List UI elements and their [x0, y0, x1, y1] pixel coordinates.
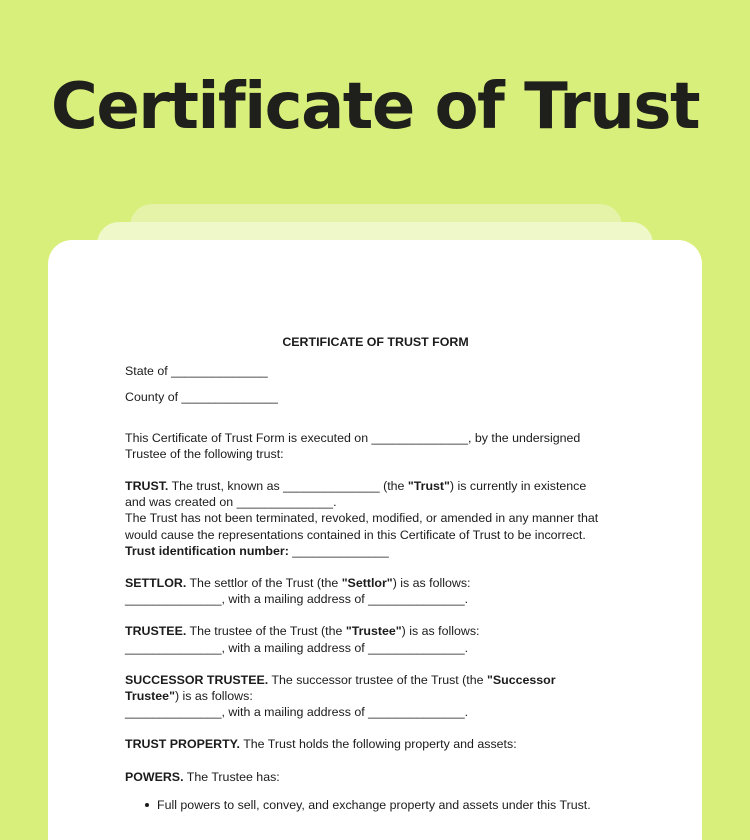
state-line: State of ______________ [125, 364, 268, 379]
trust-line-2: and was created on ______________. [125, 495, 337, 510]
trust-id-line [125, 543, 626, 559]
trustee-text: The trustee of the Trust (the [186, 624, 346, 639]
settlor-line-2: ______________, with a mailing address of ______________. [125, 592, 469, 607]
settlor-defined-term: "Settlor" [341, 576, 393, 591]
property-heading: TRUST PROPERTY. [125, 737, 240, 752]
trust-line-4: would cause the representations contained in this Certificate of Trust to be incorrect. [125, 527, 586, 542]
executed-paragraph [125, 430, 626, 462]
successor-text-end: ) is as follows: [174, 689, 253, 704]
executed-line-1: This Certificate of Trust Form is executed on ______________, by the undersigned [125, 430, 581, 445]
county-line: County of ______________ [125, 390, 278, 405]
powers-section [125, 769, 626, 813]
trustee-line-1 [125, 623, 626, 639]
settlor-text: The settlor of the Trust (the [186, 576, 342, 591]
executed-line-2: Trustee of the following trust: [125, 446, 284, 461]
document-body [125, 334, 626, 813]
trustee-heading: TRUSTEE. [125, 624, 187, 639]
successor-defined-term: "Successor [486, 672, 556, 687]
trustee-defined-term: "Trustee" [345, 624, 402, 639]
powers-line [125, 769, 626, 785]
powers-text: The Trustee has: [183, 769, 280, 784]
trust-line-3: The Trust has not been terminated, revoked, modified, or amended in any manner that [125, 511, 599, 526]
trust-heading: TRUST. [125, 479, 169, 494]
trust-defined-term: "Trust" [407, 479, 450, 494]
successor-line-3: ______________, with a mailing address of ______________. [125, 705, 469, 720]
trust-text: The trust, known as ______________ (the [168, 479, 408, 494]
property-section [125, 736, 626, 752]
page-headline: Certificate of Trust [50, 70, 700, 144]
property-text: The Trust holds the following property and assets: [239, 737, 517, 752]
trustee-section [125, 623, 626, 655]
successor-defined-term-end: Trustee" [125, 689, 175, 704]
powers-heading: POWERS. [125, 769, 184, 784]
successor-line-1 [125, 672, 626, 688]
settlor-line-1 [125, 575, 626, 591]
successor-line-2 [125, 688, 626, 704]
settlor-heading: SETTLOR. [125, 576, 187, 591]
trustee-text-end: ) is as follows: [401, 624, 480, 639]
trust-id-blank: ______________ [288, 543, 389, 558]
successor-text: The successor trustee of the Trust (the [268, 672, 487, 687]
successor-section [125, 672, 626, 721]
powers-list [125, 797, 626, 813]
property-line [125, 736, 626, 752]
trust-id-label: Trust identification number: [125, 543, 289, 558]
list-item: Full powers to sell, convey, and exchange property and assets under this Trust. [145, 797, 626, 813]
trust-text-end: ) is currently in existence [449, 479, 587, 494]
trustee-line-2: ______________, with a mailing address of ______________. [125, 640, 469, 655]
settlor-text-end: ) is as follows: [392, 576, 471, 591]
successor-heading: SUCCESSOR TRUSTEE. [125, 672, 269, 687]
trust-line-1 [125, 478, 626, 494]
document-title: CERTIFICATE OF TRUST FORM [282, 335, 469, 349]
settlor-section [125, 575, 626, 607]
trust-section [125, 478, 626, 559]
